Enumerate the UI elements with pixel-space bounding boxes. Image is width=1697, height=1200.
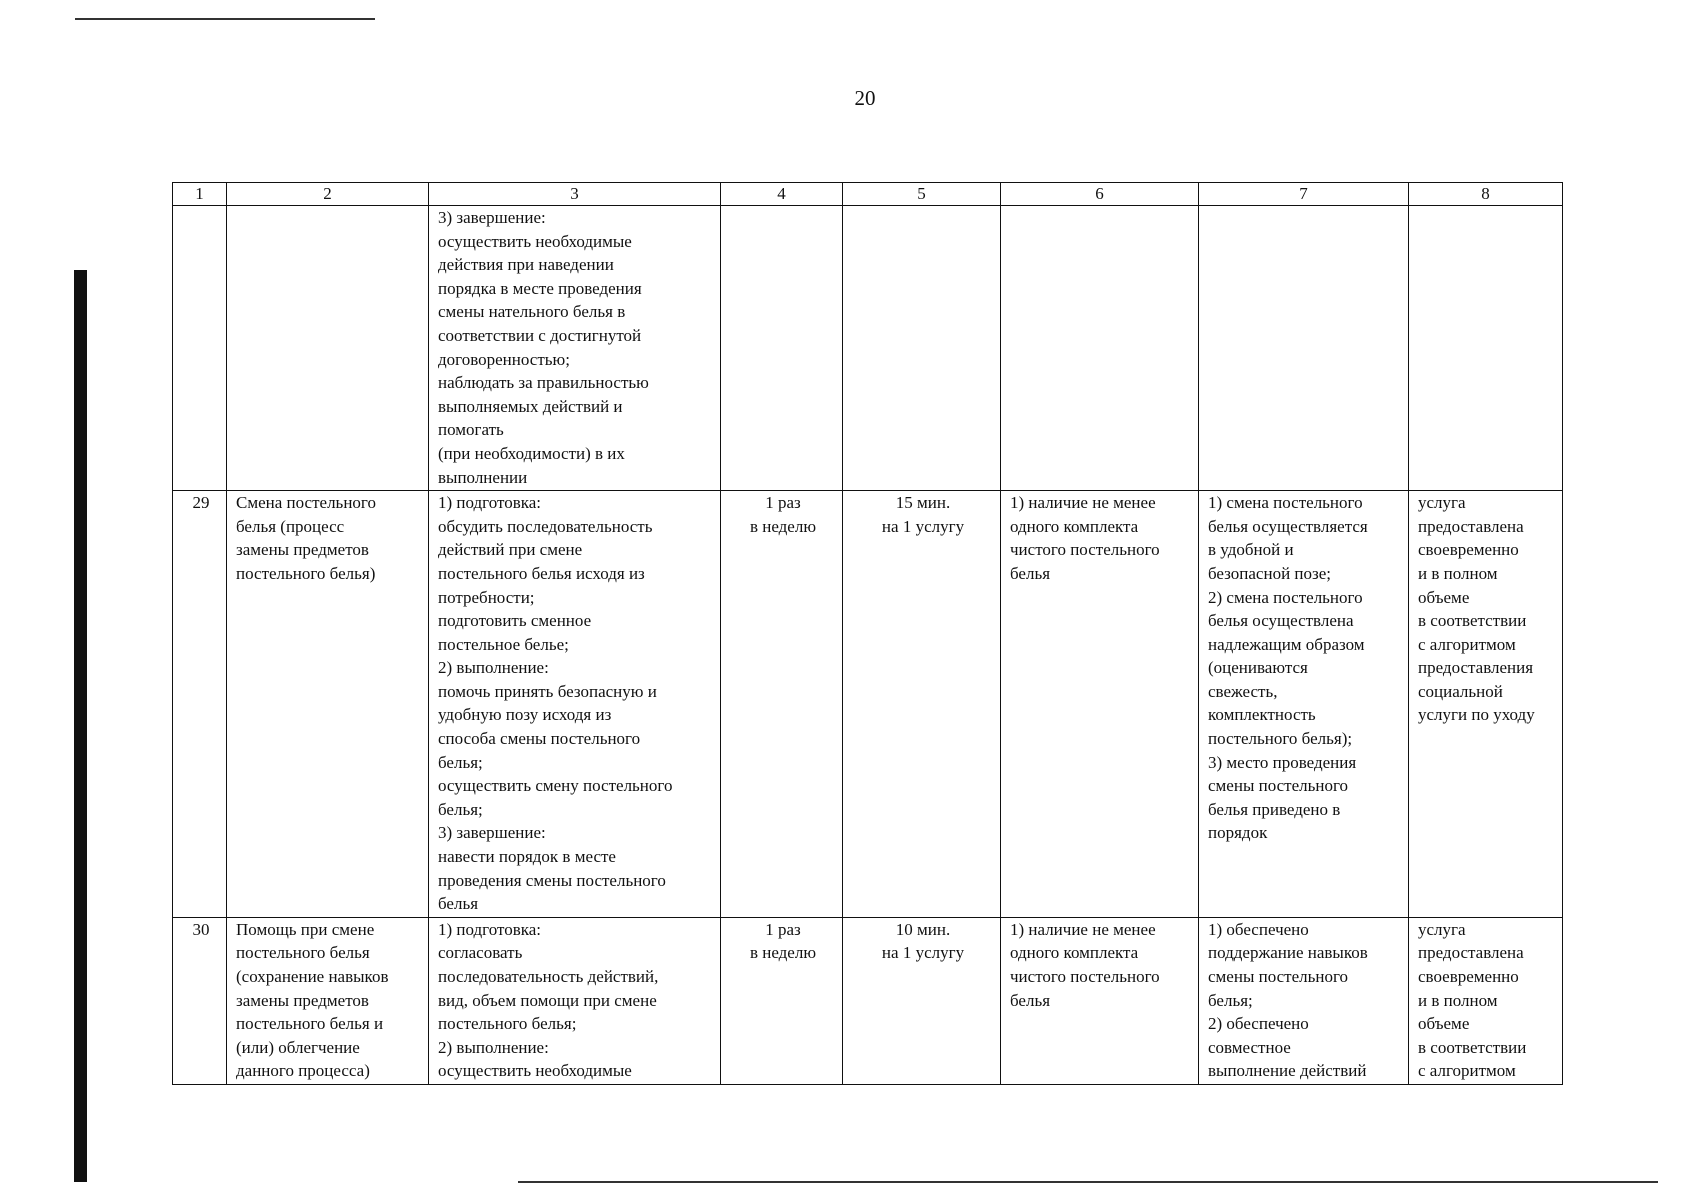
cell-result	[1409, 917, 1563, 1084]
text-line: 1) подготовка:	[438, 919, 541, 939]
text-line: в удобной и	[1208, 540, 1294, 560]
text-line: проведения смены постельного	[438, 870, 666, 890]
cell-description	[429, 917, 721, 1084]
text-line: последовательность действий,	[438, 967, 659, 986]
text-line: постельного белья);	[1208, 729, 1353, 749]
header-cell: 8	[1409, 183, 1563, 206]
text-line: смены нательного белья в	[438, 302, 626, 322]
text-line: смены постельного	[1208, 776, 1349, 796]
text-line: осуществить необходимые	[438, 231, 632, 251]
text-line: надлежащим образом	[1208, 634, 1365, 654]
text-line: услуга	[1418, 493, 1466, 513]
text-line: чистого постельного	[1010, 540, 1160, 560]
text-line: 1) обеспечено	[1208, 919, 1309, 939]
cell-service-name	[227, 917, 429, 1084]
text-line: постельного белья и	[236, 1014, 384, 1034]
text-line: белья;	[438, 752, 483, 772]
text-line: с алгоритмом	[1418, 1061, 1516, 1081]
text-line: одного комплекта	[1010, 516, 1139, 536]
text-line: договоренностью;	[438, 349, 570, 369]
text-line: на 1 услугу	[881, 943, 965, 963]
text-line: белья	[1010, 563, 1051, 583]
cell-number: 30	[173, 917, 227, 1084]
text-line: способа смены постельного	[438, 729, 641, 749]
text-line: (или) облегчение	[236, 1037, 360, 1057]
text-line: (сохранение навыков	[236, 967, 389, 986]
text-line: в неделю	[749, 516, 817, 536]
text-line: социальной	[1418, 681, 1503, 701]
text-line: Помощь при смене	[236, 919, 375, 939]
text-line: вид, объем помощи при смене	[438, 990, 657, 1010]
text-line: и в полном	[1418, 990, 1498, 1010]
text-line: 10 мин.	[895, 919, 951, 939]
text-line: навести порядок в месте	[438, 847, 616, 867]
text-line: 2) обеспечено	[1208, 1014, 1309, 1034]
text-line: 1) наличие не менее	[1010, 919, 1156, 939]
text-line: Смена постельного	[236, 493, 376, 513]
text-line: 3) завершение:	[438, 823, 546, 843]
text-line: 1 раз	[765, 493, 801, 513]
scan-edge-bar-left	[74, 270, 87, 1182]
cell-conditions	[1001, 917, 1199, 1084]
cell-frequency	[721, 917, 843, 1084]
text-line: порядка в месте проведения	[438, 278, 642, 298]
header-cell: 7	[1199, 183, 1409, 206]
header-cell: 1	[173, 183, 227, 206]
text-line: объеме	[1418, 587, 1470, 607]
text-line: постельное белье;	[438, 634, 569, 654]
cell-quality	[1199, 917, 1409, 1084]
header-cell: 2	[227, 183, 429, 206]
cell-description	[429, 206, 721, 491]
text-line: 1) подготовка:	[438, 493, 541, 513]
text-line: (при необходимости) в их	[438, 443, 625, 463]
services-table	[172, 182, 1563, 1085]
cell-empty	[173, 206, 227, 491]
text-line: постельного белья;	[438, 1014, 577, 1034]
text-line: белья приведено в	[1208, 799, 1341, 819]
text-line: действия при наведении	[438, 255, 614, 275]
text-line: выполнение действий	[1208, 1061, 1367, 1081]
text-line: замены предметов	[236, 540, 369, 560]
text-line: соответствии с достигнутой	[438, 325, 642, 345]
text-line: безопасной позе;	[1208, 563, 1332, 583]
text-line: в соответствии	[1418, 1037, 1527, 1057]
cell-number: 29	[173, 491, 227, 918]
text-line: 15 мин.	[895, 493, 951, 513]
text-line: обсудить последовательность	[438, 516, 653, 536]
text-line: выполняемых действий и	[438, 396, 623, 416]
scan-edge-line-top	[75, 18, 375, 20]
cell-empty	[1199, 206, 1409, 491]
text-line: наблюдать за правильностью	[438, 373, 649, 393]
text-line: 1) наличие не менее	[1010, 493, 1156, 513]
header-cell: 6	[1001, 183, 1199, 206]
text-line: свежесть,	[1208, 681, 1278, 701]
text-line: белья осуществлена	[1208, 611, 1354, 631]
cell-empty	[1409, 206, 1563, 491]
text-line: (оцениваются	[1208, 658, 1308, 678]
text-line: услуги по уходу	[1418, 705, 1535, 725]
text-line: 2) выполнение:	[438, 1037, 549, 1057]
cell-frequency	[721, 491, 843, 918]
cell-quality	[1199, 491, 1409, 918]
text-line: постельного белья исходя из	[438, 563, 645, 583]
scan-edge-line-bottom	[518, 1181, 1658, 1183]
text-line: 1) смена постельного	[1208, 493, 1363, 513]
text-line: белья	[438, 894, 479, 914]
text-line: 2) смена постельного	[1208, 587, 1363, 607]
text-line: смены постельного	[1208, 967, 1349, 986]
cell-conditions	[1001, 491, 1199, 918]
text-line: в соответствии	[1418, 611, 1527, 631]
text-line: постельного белья)	[236, 563, 376, 583]
text-line: помогать	[438, 420, 504, 440]
text-line: и в полном	[1418, 563, 1498, 583]
cell-description	[429, 491, 721, 918]
page-number: 20	[854, 86, 876, 110]
text-line: услуга	[1418, 919, 1466, 939]
text-line: данного процесса)	[236, 1061, 370, 1081]
cell-result	[1409, 491, 1563, 918]
text-line: предоставления	[1418, 658, 1534, 678]
header-cell: 3	[429, 183, 721, 206]
text-line: 2) выполнение:	[438, 658, 549, 678]
text-line: белья;	[1208, 990, 1253, 1010]
text-line: подготовить сменное	[438, 611, 592, 631]
table-row	[173, 917, 1563, 1084]
text-line: белья	[1010, 990, 1051, 1010]
cell-time	[843, 917, 1001, 1084]
text-line: на 1 услугу	[881, 516, 965, 536]
text-line: белья;	[438, 799, 483, 819]
header-cell: 5	[843, 183, 1001, 206]
text-line: поддержание навыков	[1208, 943, 1368, 963]
cell-empty	[227, 206, 429, 491]
text-line: постельного белья	[236, 943, 370, 963]
cell-time	[843, 491, 1001, 918]
text-line: предоставлена	[1418, 516, 1524, 536]
text-line: выполнении	[438, 467, 528, 487]
text-line: чистого постельного	[1010, 967, 1160, 986]
text-line: с алгоритмом	[1418, 634, 1516, 654]
text-line: помочь принять безопасную и	[438, 681, 657, 701]
text-line: 1 раз	[765, 919, 801, 939]
header-row	[173, 183, 1563, 206]
text-line: комплектность	[1208, 705, 1316, 725]
text-line: одного комплекта	[1010, 943, 1139, 963]
header-cell: 4	[721, 183, 843, 206]
text-line: объеме	[1418, 1014, 1470, 1034]
text-line: совместное	[1208, 1037, 1291, 1057]
text-line: удобную позу исходя из	[438, 705, 612, 725]
text-line: своевременно	[1418, 967, 1519, 986]
text-line: белья (процесс	[236, 516, 345, 536]
text-line: белья осуществляется	[1208, 516, 1368, 536]
text-line: действий при смене	[438, 540, 583, 560]
text-line: в неделю	[749, 943, 817, 963]
cell-empty	[1001, 206, 1199, 491]
table-row	[173, 206, 1563, 491]
text-line: потребности;	[438, 587, 535, 607]
text-line: предоставлена	[1418, 943, 1524, 963]
cell-service-name	[227, 491, 429, 918]
text-line: 3) завершение:	[438, 208, 546, 227]
cell-empty	[721, 206, 843, 491]
text-line: замены предметов	[236, 990, 369, 1010]
text-line: своевременно	[1418, 540, 1519, 560]
cell-empty	[843, 206, 1001, 491]
text-line: порядок	[1208, 823, 1268, 843]
table-row	[173, 491, 1563, 918]
text-line: 3) место проведения	[1208, 752, 1357, 772]
text-line: согласовать	[438, 943, 523, 963]
text-line: осуществить смену постельного	[438, 776, 673, 796]
text-line: осуществить необходимые	[438, 1061, 632, 1081]
